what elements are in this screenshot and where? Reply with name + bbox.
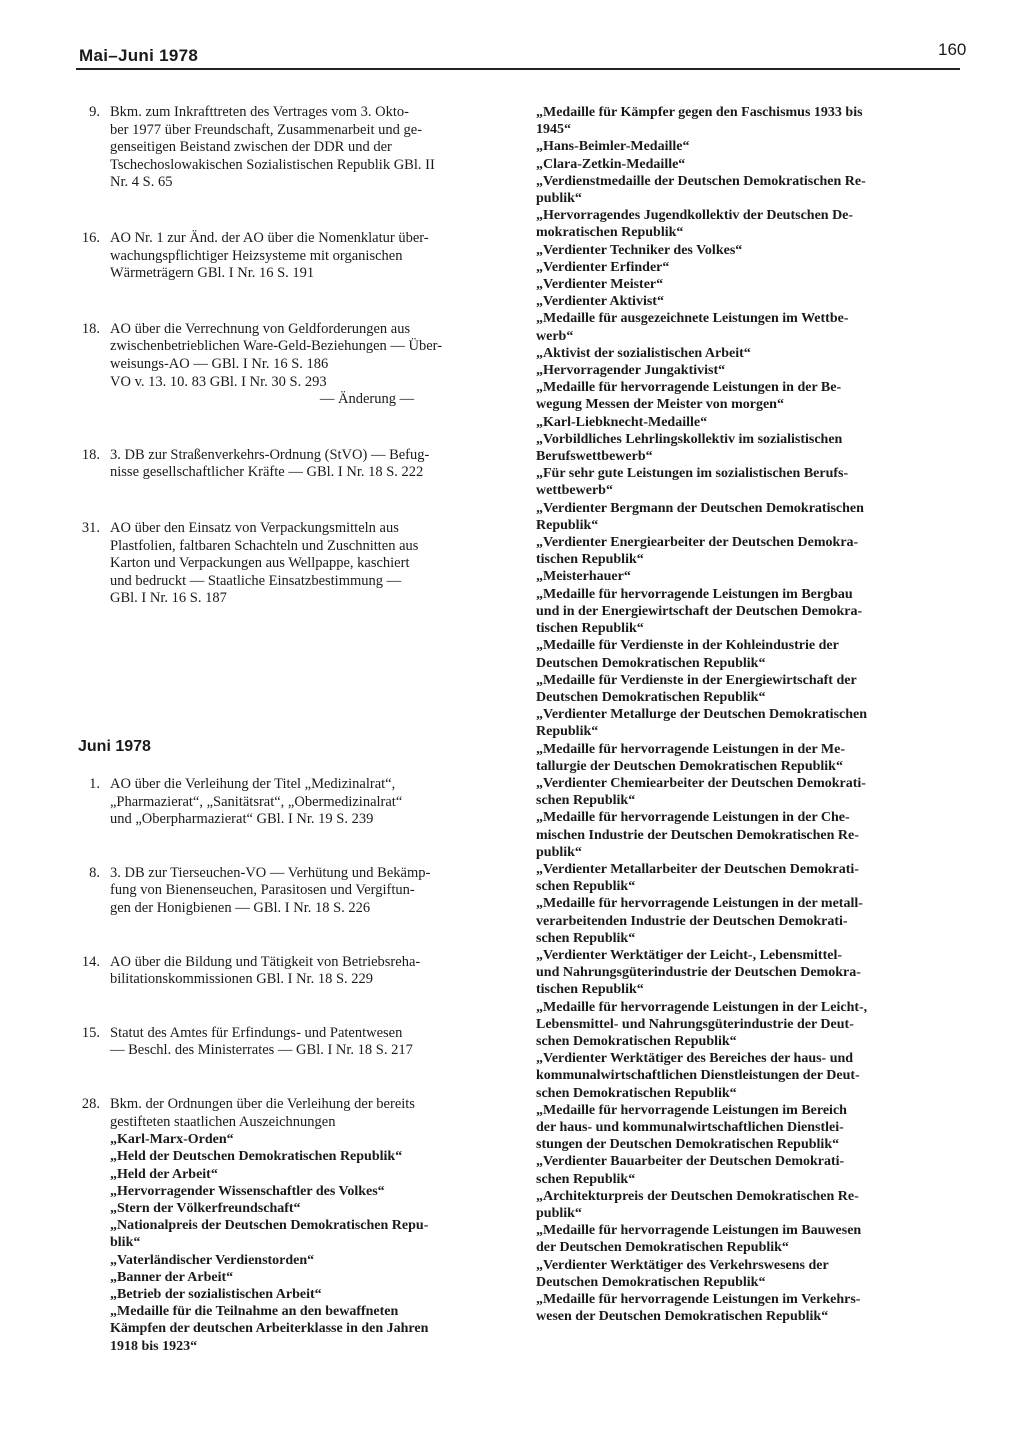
entry-number: 18.	[81, 446, 100, 463]
medal-item: „Verdienter Erfinder“	[536, 259, 670, 275]
entry-line: gen der Honigbienen — GBl. I Nr. 18 S. 226	[110, 899, 371, 916]
entry-text	[110, 230, 514, 283]
medal-item: „Medaille für Verdienste in der Kohleindustrie der	[536, 638, 839, 654]
entry-line: VO v. 13. 10. 83 GBl. I Nr. 30 S. 293	[110, 373, 327, 390]
juni-entries	[74, 776, 514, 1355]
medal-list	[110, 1131, 514, 1355]
medal-item: Deutschen Demokratischen Republik“	[536, 655, 766, 671]
entry-line: Nr. 4 S. 65	[110, 174, 173, 191]
medal-item: „Medaille für hervorragende Leistungen in der Che-	[536, 810, 850, 826]
medal-item: „Hervorragender Jungaktivist“	[536, 363, 726, 379]
medal-item: verarbeitenden Industrie der Deutschen Demokrati-	[536, 913, 848, 929]
entry-text	[110, 954, 514, 989]
entry-number: 9.	[89, 104, 100, 120]
medal-item: werb“	[536, 328, 574, 344]
medal-item: „Verdienter Bauarbeiter der Deutschen Demokrati-	[536, 1154, 845, 1170]
entry-text	[110, 865, 514, 918]
medal-item: stungen der Deutschen Demokratischen Republik“	[536, 1137, 840, 1153]
page-number: 160	[938, 40, 967, 59]
medal-item: 1918 bis 1923“	[110, 1338, 198, 1354]
medal-item: „Medaille für hervorragende Leistungen in der Me-	[536, 741, 845, 757]
medal-item: „Verdienstmedaille der Deutschen Demokratischen Re-	[536, 173, 866, 189]
medal-item: Republik“	[536, 724, 599, 740]
entry-line: ber 1977 über Freundschaft, Zusammenarbeit und ge-	[110, 121, 423, 138]
entry-line: — Änderung —	[319, 391, 415, 408]
entry-line: Bkm. zum Inkrafttreten des Vertrages vom 3. Okto-	[110, 104, 409, 120]
medal-item: publik“	[536, 844, 582, 860]
medal-item: „Medaille für hervorragende Leistungen in der metall-	[536, 896, 863, 912]
entry-line: AO über die Verrechnung von Geldforderungen aus	[110, 320, 411, 337]
entry-line: genseitigen Beistand zwischen der DDR und der	[110, 139, 392, 156]
entry-line: Plastfolien, faltbaren Schachteln und Zuschnitten aus	[110, 537, 419, 554]
medal-item: publik“	[536, 191, 582, 207]
entry-text	[110, 321, 514, 409]
medal-item: schen Demokratischen Republik“	[536, 1085, 737, 1101]
medal-item: „Hervorragendes Jugendkollektiv der Deutschen De-	[536, 208, 854, 224]
medal-item: der Deutschen Demokratischen Republik“	[536, 1240, 789, 1256]
medal-item: „Karl-Liebknecht-Medaille“	[536, 414, 708, 430]
entry-item	[74, 776, 514, 829]
medal-item: tallurgie der Deutschen Demokratischen Republik“	[536, 758, 843, 774]
medal-item: „Verdienter Chemiearbeiter der Deutschen Demokrati-	[536, 775, 866, 791]
entry-line: und „Oberpharmazierat“ GBl. I Nr. 19 S. 239	[110, 811, 374, 828]
medal-item: und Nahrungsgüterindustrie der Deutschen Demokra-	[536, 965, 861, 981]
medal-item: kommunalwirtschaftlichen Dienstleistungen der Deut-	[536, 1068, 860, 1084]
medal-item: der haus- und kommunalwirtschaftlichen Dienstlei-	[536, 1119, 844, 1135]
medal-item: „Stern der Völkerfreundschaft“	[110, 1200, 301, 1216]
entry-line: Karton und Verpackungen aus Wellpappe, kaschiert	[110, 555, 410, 572]
medal-item: schen Republik“	[536, 793, 636, 809]
medal-item: „Vaterländischer Verdienstorden“	[110, 1252, 315, 1268]
medal-item: „Aktivist der sozialistischen Arbeit“	[536, 345, 751, 361]
medal-item: und in der Energiewirtschaft der Deutschen Demokra-	[536, 603, 863, 619]
medal-item: „Medaille für hervorragende Leistungen in der Be-	[536, 380, 842, 396]
medal-item: Lebensmittel- und Nahrungsgüterindustrie der Deut-	[536, 1016, 854, 1032]
medal-item: „Medaille für hervorragende Leistungen im Bergbau	[536, 586, 853, 602]
entry-text	[110, 447, 514, 482]
entry-item	[74, 520, 514, 608]
medal-item: 1945“	[536, 122, 571, 138]
medal-item: Republik“	[536, 517, 599, 533]
medal-item: wesen der Deutschen Demokratischen Republik“	[536, 1309, 829, 1325]
medal-item: schen Republik“	[536, 879, 636, 895]
entry-line: AO über die Bildung und Tätigkeit von Betriebsreha-	[110, 953, 421, 970]
medal-item: wettbewerb“	[536, 483, 613, 499]
entry-line: Tschechoslowakischen Sozialistischen Republik GBl. II	[110, 156, 435, 173]
entry-item	[74, 104, 514, 192]
medal-item: „Verdienter Aktivist“	[536, 294, 664, 310]
medal-item: „Medaille für Kämpfer gegen den Faschismus 1933 bis	[536, 105, 863, 120]
medal-item: „Medaille für hervorragende Leistungen im Verkehrs-	[536, 1292, 861, 1308]
entry-text	[110, 104, 514, 192]
entry-number: 31.	[81, 519, 100, 536]
entry-line: wachungspflichtiger Heizsysteme mit organischen	[110, 247, 403, 264]
entry-line: weisungs-AO — GBl. I Nr. 16 S. 186	[110, 355, 329, 372]
entry-line: „Pharmazierat“, „Sanitätsrat“, „Obermedizinalrat“	[110, 793, 403, 810]
medal-item: Berufswettbewerb“	[536, 449, 653, 465]
entry-text	[110, 1096, 514, 1355]
entry-line: AO Nr. 1 zur Änd. der AO über die Nomenklatur über-	[110, 229, 429, 246]
entry-item	[74, 230, 514, 283]
medal-item: „Verdienter Techniker des Volkes“	[536, 242, 743, 258]
medal-item: „Meisterhauer“	[536, 569, 631, 585]
entry-item	[74, 321, 514, 409]
entry-text	[110, 776, 514, 829]
medal-item: schen Republik“	[536, 1171, 636, 1187]
entry-line: gestifteten staatlichen Auszeichnungen	[110, 1113, 336, 1130]
medal-item: blik“	[110, 1235, 141, 1251]
entry-text	[110, 520, 514, 608]
left-column-juni	[74, 776, 514, 1391]
entry-line: AO über die Verleihung der Titel „Medizinalrat“,	[110, 776, 396, 792]
medal-item: „Verdienter Energiearbeiter der Deutschen Demokra-	[536, 535, 859, 551]
medal-item: „Clara-Zetkin-Medaille“	[536, 156, 686, 172]
medal-item: tischen Republik“	[536, 621, 644, 637]
entry-line: nisse gesellschaftlicher Kräfte — GBl. I Nr. 18 S. 222	[110, 464, 424, 481]
entry-line: fung von Bienenseuchen, Parasitosen und Vergiftun-	[110, 882, 415, 899]
medal-item: „Betrieb der sozialistischen Arbeit“	[110, 1286, 322, 1302]
entry-item	[74, 447, 514, 482]
medal-item: mokratischen Republik“	[536, 225, 684, 241]
medal-item: „Verdienter Metallurge der Deutschen Demokratischen	[536, 707, 868, 723]
entry-line: — Beschl. des Ministerrates — GBl. I Nr. 18 S. 217	[110, 1042, 413, 1059]
medal-item: „Verdienter Meister“	[536, 277, 664, 293]
medal-item: publik“	[536, 1206, 582, 1221]
medal-item: „Verdienter Werktätiger des Bereiches der haus- und	[536, 1051, 854, 1067]
medal-item: „Architekturpreis der Deutschen Demokratischen Re-	[536, 1188, 859, 1204]
medal-item: tischen Republik“	[536, 982, 644, 998]
medal-item: Deutschen Demokratischen Republik“	[536, 689, 766, 705]
medal-item: „Für sehr gute Leistungen im sozialistischen Berufs-	[536, 466, 849, 482]
medal-item: „Verdienter Bergmann der Deutschen Demokratischen	[536, 500, 864, 516]
medal-item: „Nationalpreis der Deutschen Demokratischen Repu-	[110, 1218, 429, 1234]
medal-item: „Medaille für hervorragende Leistungen im Bereich	[536, 1102, 847, 1118]
entry-line: zwischenbetrieblichen Ware-Geld-Beziehungen — Über-	[110, 338, 443, 355]
entry-number: 28.	[81, 1095, 100, 1112]
entry-line: 3. DB zur Tierseuchen-VO — Verhütung und Bekämp-	[110, 864, 431, 881]
entry-line: Statut des Amtes für Erfindungs- und Patentwesen	[110, 1024, 403, 1041]
medal-item: mischen Industrie der Deutschen Demokratischen Re-	[536, 827, 859, 843]
entry-line: Wärmeträgern GBl. I Nr. 16 S. 191	[110, 265, 315, 282]
medal-item: „Verdienter Werktätiger des Verkehrswesens der	[536, 1257, 829, 1273]
medal-item: Deutschen Demokratischen Republik“	[536, 1274, 766, 1290]
entry-line: GBl. I Nr. 16 S. 187	[110, 590, 227, 607]
medal-item: „Medaille für Verdienste in der Energiewirtschaft der	[536, 672, 857, 688]
medal-item: „Medaille für hervorragende Leistungen in der Leicht-,	[536, 999, 868, 1015]
medal-item: „Karl-Marx-Orden“	[110, 1132, 234, 1148]
entry-line: und bedruckt — Staatliche Einsatzbestimmung —	[110, 572, 402, 589]
medal-item: „Verdienter Werktätiger der Leicht-, Lebensmittel-	[536, 947, 842, 963]
medal-list-continued	[536, 104, 946, 1325]
medal-item: Kämpfen der deutschen Arbeiterklasse in den Jahren	[110, 1321, 429, 1337]
medal-item: „Medaille für hervorragende Leistungen im Bauwesen	[536, 1223, 862, 1239]
left-column	[74, 104, 514, 644]
entry-item	[74, 1025, 514, 1060]
entry-number: 8.	[89, 864, 100, 881]
entry-number: 14.	[81, 953, 100, 970]
medal-item: „Hans-Beimler-Medaille“	[536, 139, 690, 155]
entry-number: 1.	[89, 776, 100, 792]
entry-number: 18.	[81, 320, 100, 337]
medal-item: „Held der Arbeit“	[110, 1166, 218, 1182]
entry-item	[74, 954, 514, 989]
medal-item: „Medaille für ausgezeichnete Leistungen im Wettbe-	[536, 311, 849, 327]
medal-item: schen Republik“	[536, 930, 636, 946]
medal-item: „Vorbildliches Lehrlingskollektiv im sozialistischen	[536, 431, 843, 447]
entry-item	[74, 1096, 514, 1355]
medal-item: wegung Messen der Meister von morgen“	[536, 397, 784, 413]
medal-item: „Medaille für die Teilnahme an den bewaffneten	[110, 1304, 399, 1320]
running-header: Mai–Juni 1978	[79, 46, 199, 65]
entry-line: bilitationskommissionen GBl. I Nr. 18 S. 229	[110, 971, 374, 988]
entry-item	[74, 865, 514, 918]
section-title-juni: Juni 1978	[78, 738, 151, 755]
medal-item: „Verdienter Metallarbeiter der Deutschen Demokrati-	[536, 861, 859, 877]
medal-item: „Held der Deutschen Demokratischen Republik“	[110, 1149, 403, 1165]
mai-entries	[74, 104, 514, 608]
medal-item: tischen Republik“	[536, 552, 644, 568]
entry-line: Bkm. der Ordnungen über die Verleihung der bereits	[110, 1095, 415, 1112]
entry-number: 16.	[81, 229, 100, 246]
medal-item: „Banner der Arbeit“	[110, 1269, 234, 1285]
medal-item: „Hervorragender Wissenschaftler des Volkes“	[110, 1183, 385, 1199]
medal-item: schen Demokratischen Republik“	[536, 1033, 737, 1049]
entry-line: 3. DB zur Straßenverkehrs-Ordnung (StVO) — Befug-	[110, 446, 430, 463]
right-column	[536, 104, 946, 1325]
header-rule	[76, 68, 960, 70]
entry-text	[110, 1025, 514, 1060]
entry-line: AO über den Einsatz von Verpackungsmitteln aus	[110, 519, 399, 536]
entry-number: 15.	[81, 1024, 100, 1041]
